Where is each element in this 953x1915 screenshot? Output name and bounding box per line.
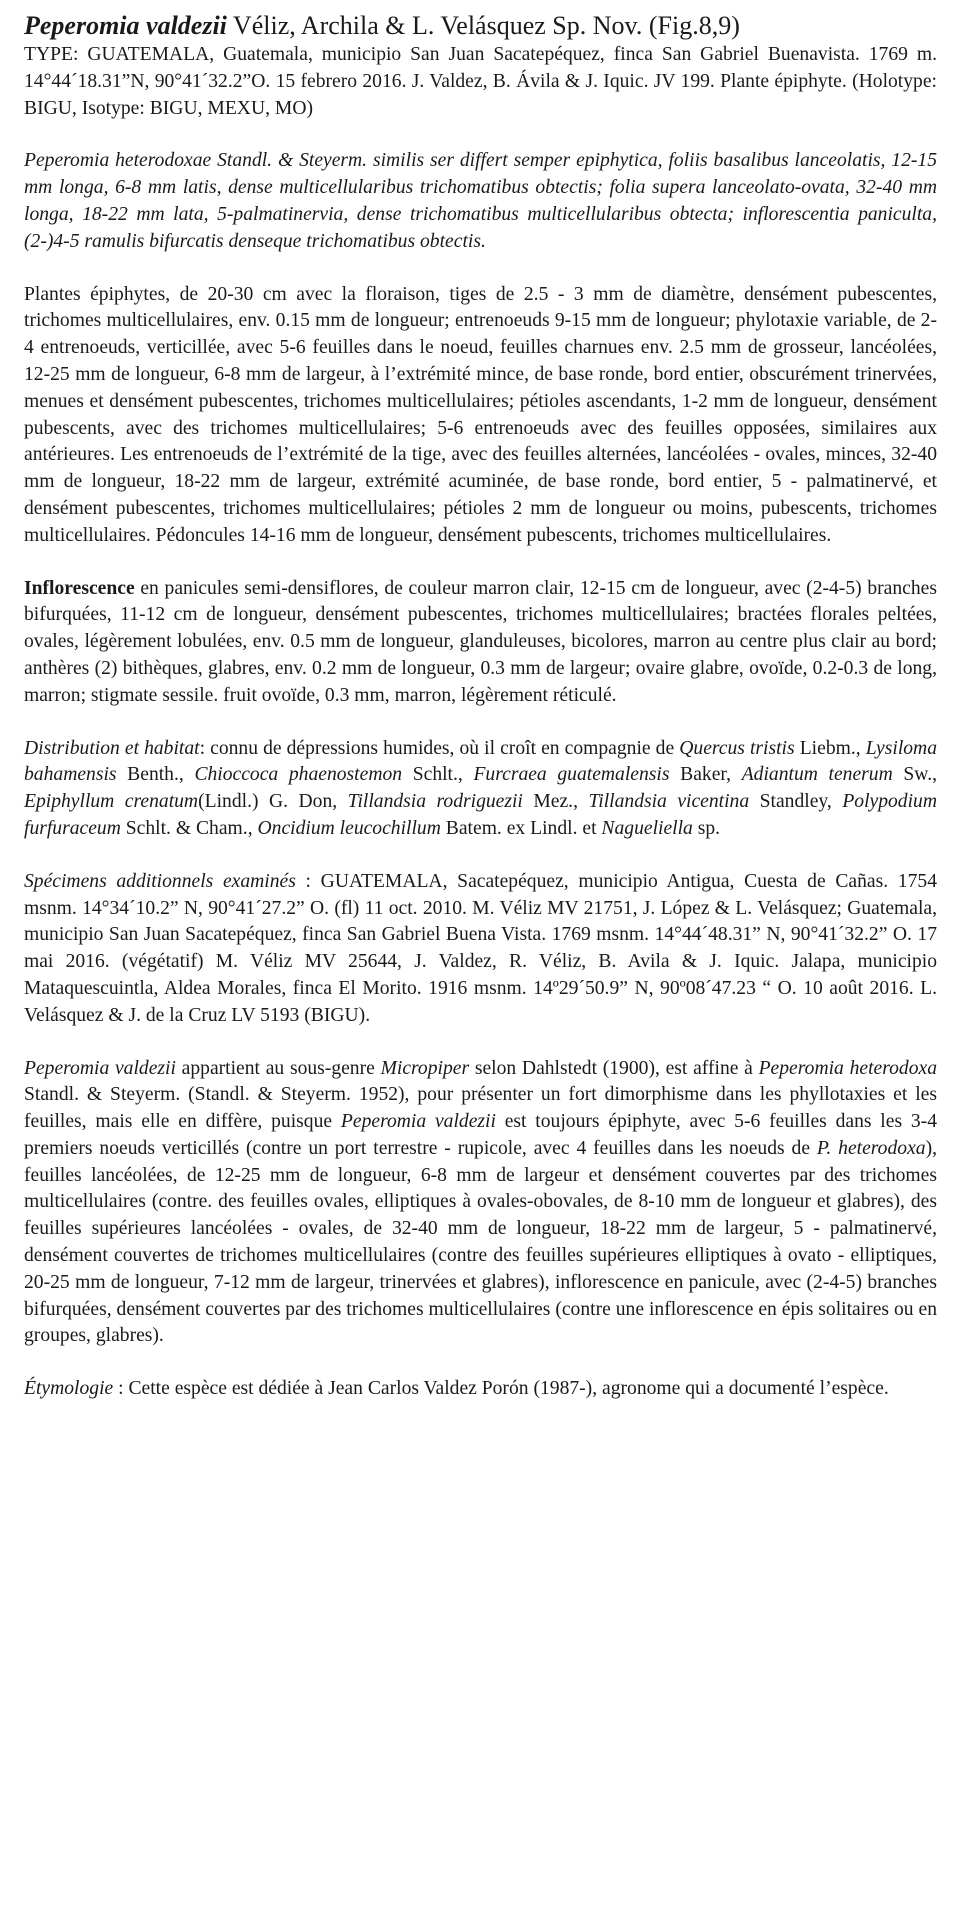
species-ref: Peperomia heterodoxa: [758, 1057, 937, 1079]
distribution-heading: Distribution et habitat: [24, 737, 200, 759]
species-ref: Micropiper: [380, 1057, 470, 1079]
distribution-text: Baker,: [669, 764, 742, 786]
inflorescence-heading: Inflorescence: [24, 577, 135, 599]
specimens-paragraph: [24, 869, 937, 1030]
description-paragraph: Plantes épiphytes, de 20-30 cm avec la floraison, tiges de 2.5 - 3 mm de diamètre, densément pubescentes, trichomes multicellulaires, env. 0.15 mm de longueur; entrenoeuds 9-15 mm de longueur; phylotaxie variable, de 2-4 entrenoeuds, verticillée, avec 5-6 feuilles dans le noeud, feuilles charnues env. 2.5 mm de grosseur, lancéolées, 12-25 mm de longueur, 6-8 mm de largeur, à l’extrémité mince, de base ronde, bord entier, obscurément trinervées, menues et densément pubescentes, trichomes multicellulaires; pétioles ascendants, 1-2 mm de longueur, densément pubescents, avec des trichomes multicellulaires; 5-6 entrenoeuds avec des feuilles opposées, similaires aux antérieures. Les entrenoeuds de l’extrémité de la tige, avec des feuilles alternées, lancéolées - ovales, minces, 32-40 mm de longueur, 18-22 mm de largeur, extrémité acuminée, de base ronde, bord entier, 5 - palmatinervé, et densément pubescentes, trichomes multicellulaires; pétioles 2 mm de longueur ou moins, pubescents, trichomes multicellulaires. Pédoncules 14-16 mm de longueur, densément pubescents, trichomes multicellulaires.: [24, 283, 937, 546]
species-ref: Polypodium furfuraceum: [24, 791, 937, 839]
distribution-text: : connu de dépressions humides, où il croît en compagnie de: [199, 737, 680, 759]
etymology-paragraph: [24, 1376, 937, 1403]
specimens-heading: Spécimens additionnels examinés: [24, 870, 296, 892]
species-ref: Nagueliella: [601, 817, 693, 839]
distribution-text: Mez.,: [522, 791, 589, 813]
species-ref: Chioccoca phaenostemon: [194, 764, 403, 786]
distribution-text: (Lindl.) G. Don,: [198, 791, 348, 813]
distribution-text: Standley,: [749, 791, 843, 813]
species-ref: Epiphyllum crenatum: [24, 791, 199, 813]
etymology-text: : Cette espèce est dédiée à Jean Carlos Valdez Porón (1987-), agronome qui a documenté l’espèce.: [113, 1378, 889, 1400]
distribution-text: Batem. ex Lindl. et: [440, 817, 602, 839]
species-ref: P. heterodoxa: [816, 1137, 926, 1159]
species-ref: Furcraea guatemalensis: [473, 764, 670, 786]
comparison-text: appartient au sous-genre: [175, 1057, 381, 1079]
comparison-paragraph: [24, 1056, 937, 1351]
species-ref: Lysiloma bahamensis: [24, 737, 938, 786]
species-ref: Tillandsia vicentina: [588, 791, 750, 813]
comparison-text: ), feuilles lancéolées, de 12-25 mm de longueur, 6-8 mm de largeur et densément couvertes par des trichomes multicellulaires (contre. des feuilles ovales, elliptiques à ovales-obovales, de 8-10 mm de longueur et glabres), des feuilles supérieures lancéolées - ovales, de 32-40 mm de longueur, 18-22 mm de largeur, 5 - palmatinervé, densément couvertes de trichomes multicellulaires (contre des feuilles supérieures elliptiques à ovato - elliptiques, 20-25 mm de longueur, 7-12 mm de largeur, trinervées et glabres), inflorescence en panicule, avec (2-4-5) branches bifurquées, densément couvertes par des trichomes multicellulaires (contre une inflorescence en épis solitaires ou en groupes, glabres).: [24, 1137, 937, 1347]
distribution-text: Liebm.,: [794, 737, 866, 759]
species-ref: Tillandsia rodriguezii: [347, 791, 523, 813]
species-ref: Peperomia valdezii: [340, 1111, 496, 1133]
distribution-text: sp.: [692, 817, 721, 839]
etymology-heading: Étymologie: [24, 1378, 114, 1400]
comparison-text: selon Dahlstedt (1900), est affine à: [469, 1057, 759, 1079]
distribution-text: Schlt. & Cham.,: [120, 817, 258, 839]
type-specimen-paragraph: TYPE: GUATEMALA, Guatemala, municipio San Juan Sacatepéquez, finca San Gabriel Buenavista. 1769 m. 14°44´18.31”N, 90°41´32.2”O. 15 febrero 2016. J. Valdez, B. Ávila & J. Iquic. JV 199. Plante épiphyte. (Holotype: BIGU, Isotype: BIGU, MEXU, MO): [24, 44, 937, 119]
distribution-text: Sw.,: [892, 764, 937, 786]
distribution-paragraph: [24, 736, 937, 843]
comparison-text: Standl. & Steyerm. (Standl. & Steyerm. 1952), pour présenter un fort dimorphisme dans les phyllotaxies et les feuilles, mais elle en diffère, puisque: [24, 1084, 937, 1133]
latin-diagnosis-paragraph: Peperomia heterodoxae Standl. & Steyerm. similis ser differt semper epiphytica, foliis basalibus lanceolatis, 12-15 mm longa, 6-8 mm latis, dense multicellularibus trichomatibus obtectis; folia supera lanceolato-ovata, 32-40 mm longa, 18-22 mm lata, 5-palmatinervia, dense trichomatibus multicellularibus obtecta; inflorescentia paniculta, (2-)4-5 ramulis bifurcatis denseque trichomatibus obtectis.: [24, 150, 937, 252]
distribution-text: Benth.,: [116, 764, 195, 786]
species-name: Peperomia valdezii: [24, 11, 227, 40]
distribution-text: Schlt.,: [402, 764, 474, 786]
species-ref: Quercus tristis: [679, 737, 795, 759]
species-ref: Peperomia valdezii: [24, 1057, 176, 1079]
specimens-text: : GUATEMALA, Sacatepéquez, municipio Antigua, Cuesta de Cañas. 1754 msnm. 14°34´10.2” N, 90°41´27.2” O. (fl) 11 oct. 2010. M. Véliz MV 21751, J. López & L. Velásquez; Guatemala, municipio San Juan Sacatepéquez, finca San Gabriel Buena Vista. 1769 msnm. 14°44´48.31” N, 90°41´32.2” O. 17 mai 2016. (végétatif) M. Véliz MV 25644, J. Valdez, R. Véliz, B. Avila & J. Iquic. Jalapa, municipio Mataquescuintla, Aldea Morales, finca El Morito. 1916 msnm. 14º29´50.9” N, 90º08´47.23 “ O. 10 août 2016. L. Velásquez & J. de la Cruz LV 5193 (BIGU).: [24, 870, 937, 1026]
inflorescence-text: en panicules semi-densiflores, de couleur marron clair, 12-15 cm de longueur, avec (2-4-5) branches bifurquées, 11-12 cm de longueur, densément pubescentes, trichomes multicellulaires; bractées florales peltées, ovales, légèrement lobulées, env. 0.5 mm de longueur, glanduleuses, bicolores, marron au centre plus clair au bord; anthères (2) bithèques, glabres, env. 0.2 mm de longueur, 0.3 mm de largeur; ovaire glabre, ovoïde, 0.2-0.3 de long, marron; stigmate sessile. fruit ovoïde, 0.3 mm, marron, légèrement réticulé.: [24, 577, 937, 706]
species-ref: Adiantum tenerum: [741, 764, 893, 786]
species-authors: Véliz, Archila & L. Velásquez Sp. Nov. (Fig.8,9): [226, 11, 740, 40]
inflorescence-paragraph: [24, 576, 937, 710]
species-title: [24, 10, 937, 42]
species-ref: Oncidium leucochillum: [257, 817, 441, 839]
comparison-text: est toujours épiphyte, avec 5-6 feuilles dans les 3-4 premiers noeuds verticillés (contre un port terrestre - rupicole, avec 4 feuilles dans les noeuds de: [24, 1111, 937, 1159]
